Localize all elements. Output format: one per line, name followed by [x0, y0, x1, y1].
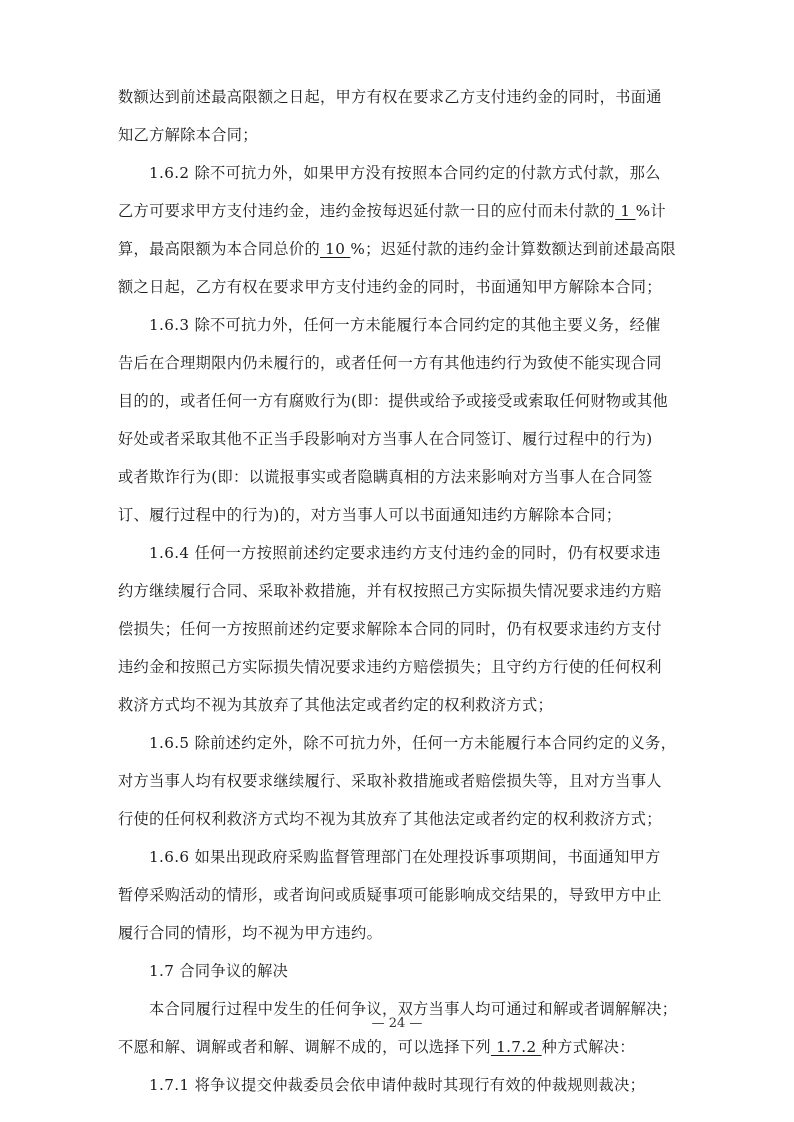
- underlined-value-option: 1.7.2: [490, 1038, 542, 1056]
- text-line: 救济方式均不视为其放弃了其他法定或者约定的权利救济方式；: [118, 696, 554, 714]
- text-segment: 乙方可要求甲方支付违约金，违约金按每迟延付款一日的应付而未付款的: [118, 202, 616, 220]
- text-segment: 算，最高限额为本合同总价的: [118, 240, 320, 258]
- paragraph-1-6-3: [118, 306, 678, 534]
- text-segment: %计: [635, 202, 666, 220]
- text-segment: %；迟延付款的违约金计算数额达到前述最高限: [350, 240, 676, 258]
- text-line: [118, 1028, 678, 1066]
- text-line: 行使的任何权利救济方式均不视为其放弃了其他法定或者约定的权利救济方式；: [118, 810, 662, 828]
- text-line: 1.6.4 任何一方按照前述约定要求违约方支付违约金的同时，仍有权要求违: [149, 544, 661, 562]
- text-line: [118, 192, 678, 230]
- text-line: 额之日起，乙方有权在要求甲方支付违约金的同时，书面通知甲方解除本合同；: [118, 278, 662, 296]
- text-line: 好处或者采取其他不正当手段影响对方当事人在合同签订、履行过程中的行为): [118, 430, 653, 448]
- text-line: 违约金和按照己方实际损失情况要求违约方赔偿损失；且守约方行使的任何权利: [118, 658, 662, 676]
- paragraph-1-7-1: [118, 1066, 678, 1104]
- section-heading-1-7: [118, 952, 678, 990]
- text-line: 或者欺诈行为(即：以谎报事实或者隐瞒真相的方法来影响对方当事人在合同签: [118, 468, 653, 486]
- text-line: 1.6.5 除前述约定外，除不可抗力外，任何一方未能履行本合同约定的义务，: [149, 734, 677, 752]
- text-line: 知乙方解除本合同；: [118, 126, 258, 144]
- document-body: [118, 78, 678, 1104]
- text-segment: 不愿和解、调解或者和解、调解不成的，可以选择下列: [118, 1038, 491, 1056]
- text-line: [118, 230, 678, 268]
- text-line: 1.6.6 如果出现政府采购监督管理部门在处理投诉事项期间，书面通知甲方: [149, 848, 661, 866]
- text-line: 目的的，或者任何一方有腐败行为(即：提供或给予或接受或索取任何财物或其他: [118, 392, 669, 410]
- text-line: 偿损失；任何一方按照前述约定要求解除本合同的同时，仍有权要求违约方支付: [118, 620, 662, 638]
- paragraph-1-6-4: [118, 534, 678, 724]
- text-line: 暂停采购活动的情形，或者询问或质疑事项可能影响成交结果的，导致甲方中止: [118, 886, 662, 904]
- paragraph-1-6-1-tail: [118, 78, 678, 154]
- text-line: 约方继续履行合同、采取补救措施，并有权按照己方实际损失情况要求违约方赔: [118, 582, 662, 600]
- text-line: 1.6.3 除不可抗力外，任何一方未能履行本合同约定的其他主要义务，经催: [149, 316, 661, 334]
- paragraph-1-6-2: [118, 154, 678, 306]
- text-line: 订、履行过程中的行为)的，对方当事人可以书面通知违约方解除本合同；: [118, 506, 622, 524]
- text-line: 告后在合理期限内仍未履行的，或者任何一方有其他违约行为致使不能实现合同: [118, 354, 662, 372]
- text-line: 1.7.1 将争议提交仲裁委员会依申请仲裁时其现行有效的仲裁规则裁决；: [149, 1076, 646, 1094]
- underlined-value-cap: 10: [320, 240, 351, 258]
- text-line: 数额达到前述最高限额之日起，甲方有权在要求乙方支付违约金的同时，书面通: [118, 88, 662, 106]
- page-number: — 24 —: [371, 1016, 423, 1031]
- paragraph-1-6-6: [118, 838, 678, 952]
- underlined-value-rate: 1: [615, 202, 636, 220]
- text-segment: 种方式解决：: [541, 1038, 635, 1056]
- section-heading: 1.7 合同争议的解决: [149, 962, 289, 980]
- paragraph-1-6-5: [118, 724, 678, 838]
- text-line: 本合同履行过程中发生的任何争议，双方当事人均可通过和解或者调解解决；: [149, 1000, 678, 1018]
- text-line: 对方当事人均有权要求继续履行、采取补救措施或者赔偿损失等，且对方当事人: [118, 772, 662, 790]
- text-line: 履行合同的情形，均不视为甲方违约。: [118, 924, 383, 942]
- text-line: 1.6.2 除不可抗力外，如果甲方没有按照本合同约定的付款方式付款，那么: [149, 164, 661, 182]
